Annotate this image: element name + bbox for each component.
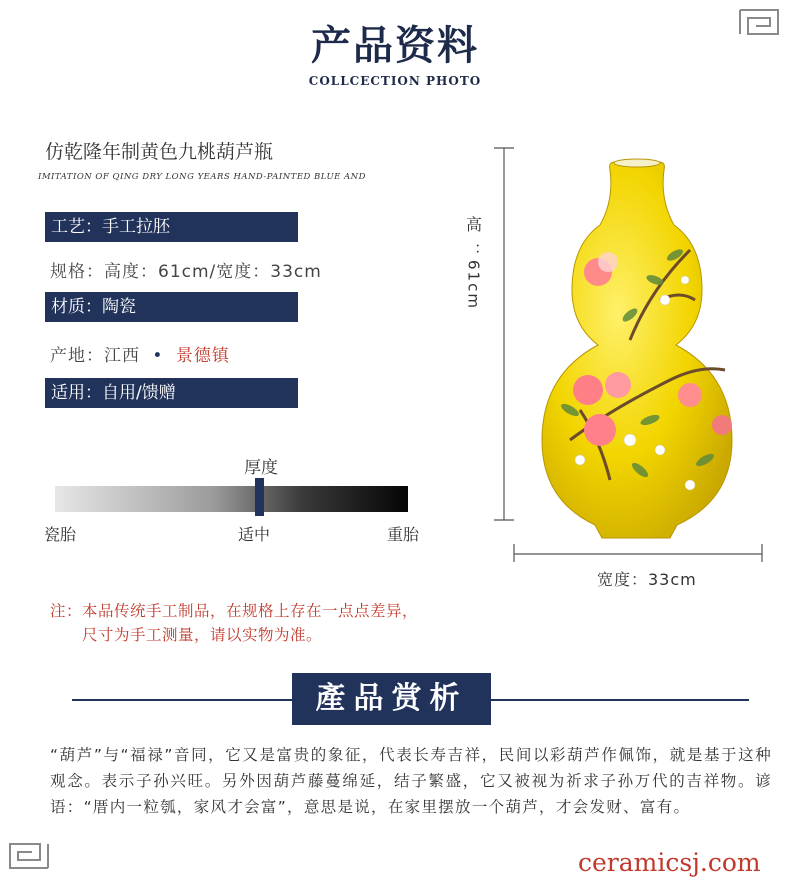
origin-dot: • (152, 346, 164, 366)
page-subtitle: COLLCECTION PHOTO (308, 74, 482, 88)
thickness-right-label: 重胎 (387, 525, 420, 544)
corner-ornament-top-right (738, 6, 780, 38)
spec-origin (50, 341, 230, 366)
width-dimension-label: 宽度：33cm (597, 570, 697, 589)
section-divider-left (72, 699, 292, 701)
product-name: 仿乾隆年制黄色九桃葫芦瓶 (45, 141, 274, 163)
thickness-marker (255, 478, 264, 516)
appreciation-paragraph: “葫芦”与“福禄”音同，它又是富贵的象征，代表长寿吉祥，民间以彩葫芦作佩饰，就是基于这种观念。表示子孙兴旺。另外因葫芦藤蔓绵延，结子繁盛，它又被视为祈求子孙万代的吉祥物。谚语：“厝内一粒瓠，家风才会富”，意思是说，在家里摆放一个葫芦，才会发财、富有。 (50, 746, 772, 816)
thickness-left-label: 瓷胎 (44, 525, 77, 544)
corner-ornament-bottom-left (8, 840, 50, 872)
height-value: ：61cm (464, 243, 483, 310)
origin-city: 景德镇 (175, 346, 230, 366)
gourd-vase-image (490, 140, 780, 570)
spec-size: 规格：高度：61cm/宽度：33cm (50, 262, 322, 282)
origin-label: 产地：江西 (50, 346, 140, 366)
page-title: 产品资料 (311, 22, 479, 69)
spec-usage: 适用：自用/馈赠 (45, 378, 298, 408)
note-line-2: 尺寸为手工测量，请以实物为准。 (82, 626, 323, 644)
thickness-title: 厚度 (244, 458, 278, 478)
height-label: 高 (465, 215, 482, 234)
section-divider-right (491, 699, 749, 701)
site-watermark: ceramicsj.com (578, 848, 761, 877)
note-line-1: 注：本品传统手工制品，在规格上存在一点点差异， (50, 602, 419, 620)
thickness-mid-label: 适中 (238, 525, 271, 544)
appreciation-title: 產品赏析 (292, 673, 491, 725)
product-english-name: IMITATION OF QING DRY LONG YEARS HAND-PAINTED BLUE AND (38, 172, 366, 182)
spec-craft: 工艺：手工拉胚 (45, 212, 298, 242)
thickness-gradient-bar (55, 486, 408, 512)
spec-material: 材质：陶瓷 (45, 292, 298, 322)
height-dimension-label (462, 212, 486, 310)
